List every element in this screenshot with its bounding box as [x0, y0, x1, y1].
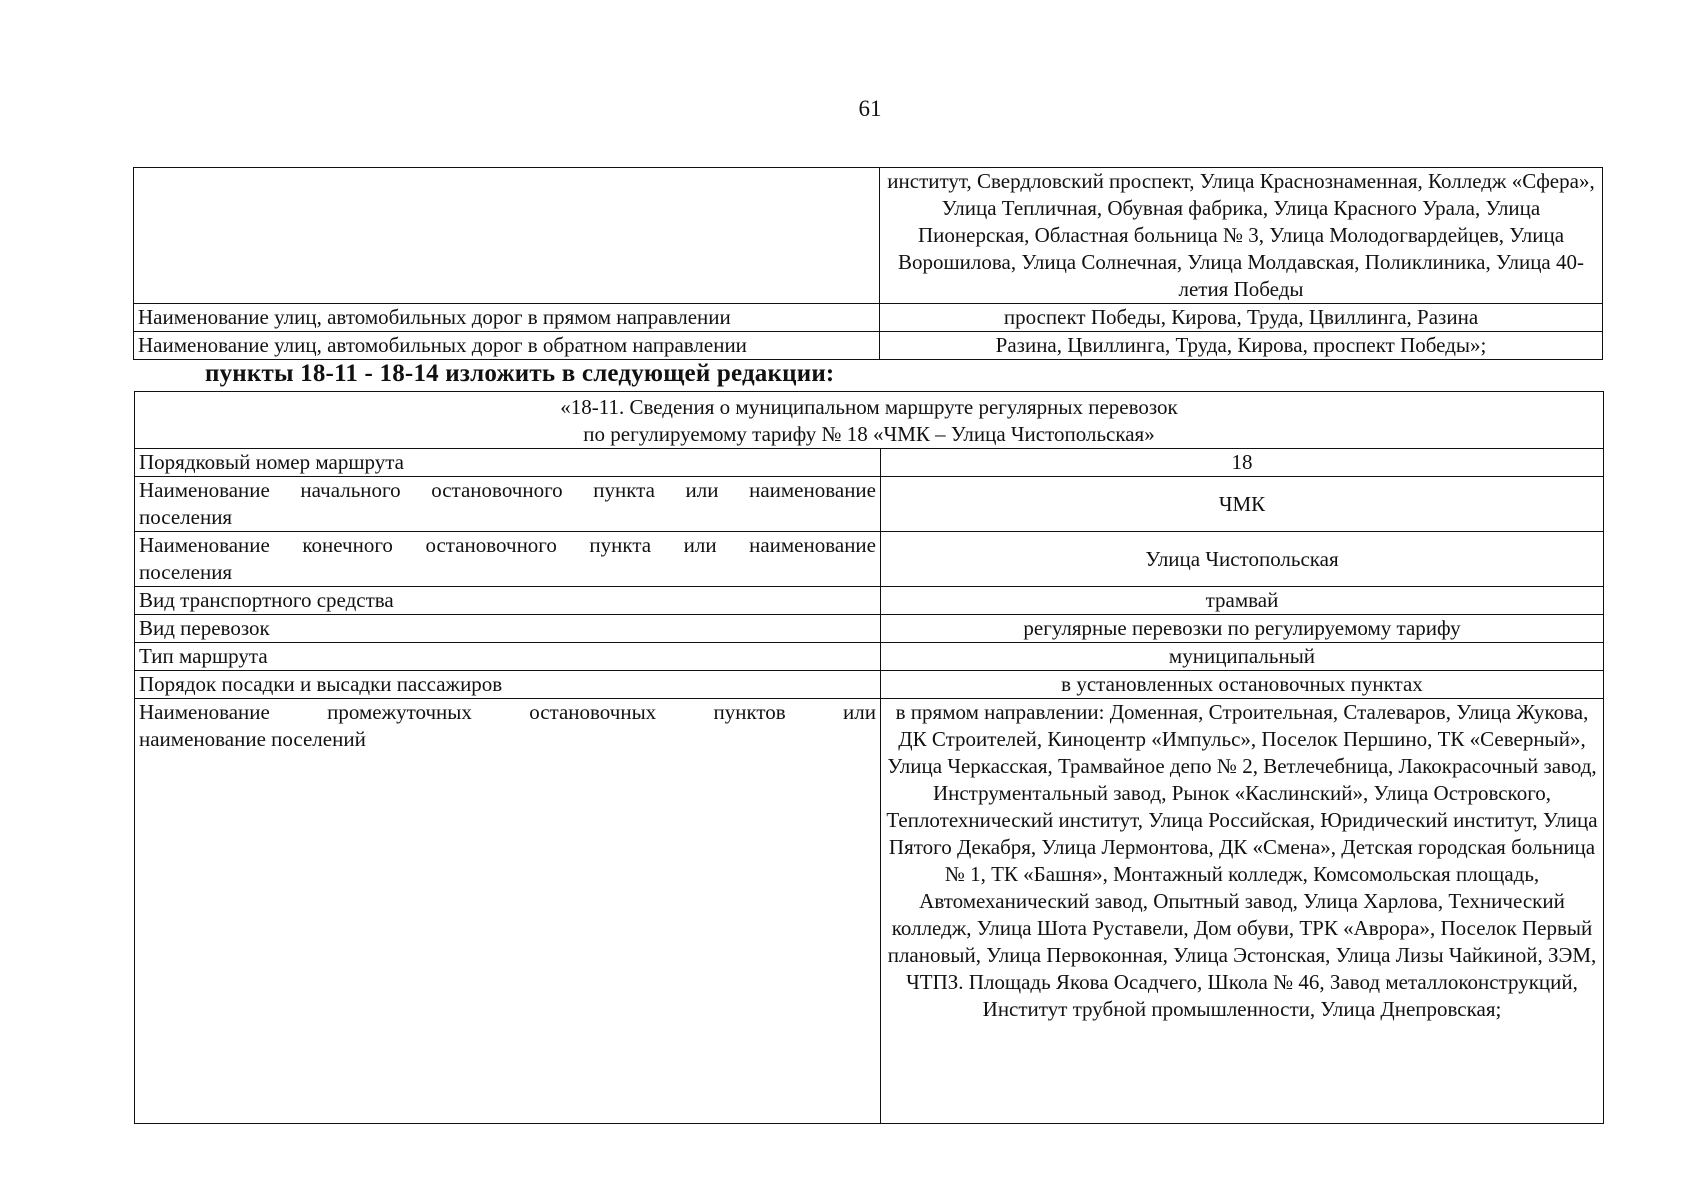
- row-label: Порядковый номер маршрута: [135, 449, 881, 477]
- table-row: [135, 477, 1604, 532]
- table-row: [135, 449, 1604, 477]
- row-label: [135, 532, 881, 587]
- table-title: [135, 392, 1604, 449]
- row-label-line-1: Наименование конечного остановочного пункта или наименование: [139, 533, 876, 557]
- row-label-line-1: Наименование промежуточных остановочных пунктов или: [139, 700, 876, 724]
- table-row: [135, 615, 1604, 643]
- row-value: муниципальный: [881, 643, 1604, 671]
- page-number: 61: [858, 96, 882, 121]
- row-value: в установленных остановочных пунктах: [881, 671, 1604, 699]
- row-label: [135, 699, 881, 1124]
- row-value: ЧМК: [881, 477, 1604, 532]
- row-value: проспект Победы, Кирова, Труда, Цвиллинга, Разина: [880, 304, 1603, 332]
- table-row: [135, 671, 1604, 699]
- row-label: Наименование улиц, автомобильных дорог в обратном направлении: [134, 332, 880, 360]
- row-label-line-1: Наименование начального остановочного пункта или наименование: [139, 478, 876, 502]
- row-label: Вид перевозок: [135, 615, 881, 643]
- intermediate-stops-continuation: институт, Свердловский проспект, Улица Краснознаменная, Колледж «Сфера», Улица Тепличная, Обувная фабрика, Улица Красного Урала, Улица Пионерская, Областная больница № 3, Улица Молодогвардейцев, Улица Ворошилова, Улица Солнечная, Улица Молдавская, Поликлиника, Улица 40-летия Победы: [880, 168, 1603, 304]
- previous-route-table-continuation: [133, 167, 1603, 360]
- row-value: 18: [881, 449, 1604, 477]
- intermediate-stops-list: в прямом направлении: Доменная, Строительная, Сталеваров, Улица Жукова, ДК Строителей, Киноцентр «Импульс», Поселок Першино, ТК «Северный», Улица Черкасская, Трамвайное депо № 2, Ветлечебница, Лакокрасочный завод, Инструментальный завод, Рынок «Каслинский», Улица Островского, Теплотехнический институт, Улица Российская, Юридический институт, Улица Пятого Декабря, Улица Лермонтова, ДК «Смена», Детская городская больница № 1, ТК «Башня», Монтажный колледж, Комсомольская площадь, Автомеханический завод, Опытный завод, Улица Харлова, Технический колледж, Улица Шота Руставели, Дом обуви, ТРК «Аврора», Поселок Первый плановый, Улица Первоконная, Улица Эстонская, Улица Лизы Чайкиной, ЗЭМ, ЧТПЗ. Площадь Якова Осадчего, Школа № 46, Завод металлоконструкций, Институт трубной промышленности, Улица Днепровская;: [881, 699, 1604, 1124]
- table-row: [134, 168, 1603, 304]
- table-row: [134, 332, 1603, 360]
- row-label: Наименование улиц, автомобильных дорог в прямом направлении: [134, 304, 880, 332]
- row-label: Порядок посадки и высадки пассажиров: [135, 671, 881, 699]
- table-title-line-1: «18-11. Сведения о муниципальном маршруте регулярных перевозок: [560, 395, 1178, 419]
- table-title-line-2: по регулируемому тарифу № 18 «ЧМК – Улица Чистопольская»: [583, 422, 1155, 446]
- row-value: Разина, Цвиллинга, Труда, Кирова, проспект Победы»;: [880, 332, 1603, 360]
- table-row: [135, 532, 1604, 587]
- row-value: Улица Чистопольская: [881, 532, 1604, 587]
- row-value: регулярные перевозки по регулируемому тарифу: [881, 615, 1604, 643]
- table-row: [134, 304, 1603, 332]
- row-label-line-2: наименование поселений: [139, 727, 366, 751]
- table-row: [135, 699, 1604, 1124]
- route-18-11-table: [134, 391, 1604, 1124]
- row-label-line-2: поселения: [139, 560, 233, 584]
- row-label: Вид транспортного средства: [135, 587, 881, 615]
- row-label: [135, 477, 881, 532]
- amendment-instruction: пункты 18-11 - 18-14 изложить в следующей редакции:: [205, 360, 835, 387]
- table-title-row: [135, 392, 1604, 449]
- table-cell-empty: [134, 168, 880, 304]
- table-row: [135, 643, 1604, 671]
- table-row: [135, 587, 1604, 615]
- row-label: Тип маршрута: [135, 643, 881, 671]
- row-value: трамвай: [881, 587, 1604, 615]
- row-label-line-2: поселения: [139, 505, 233, 529]
